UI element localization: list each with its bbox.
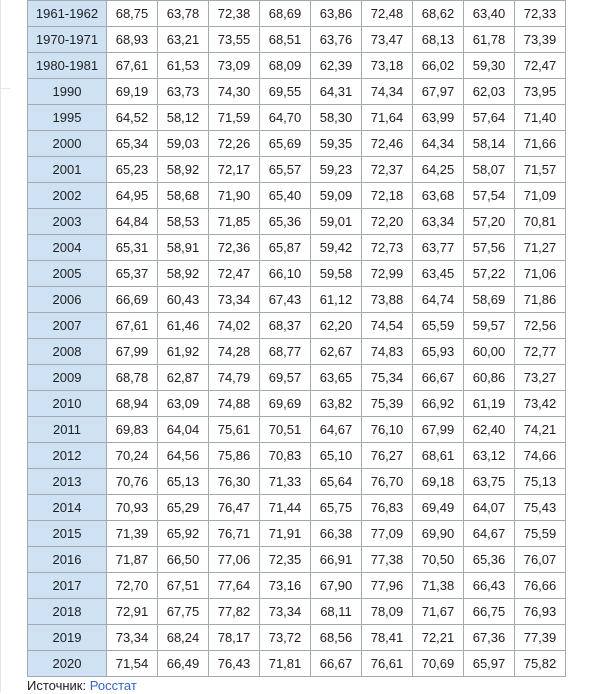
value-cell: 62,40	[464, 417, 515, 443]
value-cell: 64,56	[158, 443, 209, 469]
value-cell: 68,77	[260, 339, 311, 365]
value-cell: 73,09	[209, 53, 260, 79]
value-cell: 67,51	[158, 573, 209, 599]
year-cell: 2008	[28, 339, 107, 365]
year-cell: 1990	[28, 79, 107, 105]
table-body	[28, 1, 566, 677]
value-cell: 73,72	[260, 625, 311, 651]
value-cell: 75,39	[362, 391, 413, 417]
table-row	[28, 27, 566, 53]
value-cell: 70,50	[413, 547, 464, 573]
value-cell: 67,97	[413, 79, 464, 105]
value-cell: 62,67	[311, 339, 362, 365]
value-cell: 63,12	[464, 443, 515, 469]
value-cell: 71,27	[515, 235, 566, 261]
value-cell: 72,37	[362, 157, 413, 183]
value-cell: 76,61	[362, 651, 413, 677]
value-cell: 70,93	[107, 495, 158, 521]
year-cell: 2015	[28, 521, 107, 547]
value-cell: 64,34	[413, 131, 464, 157]
value-cell: 72,35	[260, 547, 311, 573]
table-row	[28, 53, 566, 79]
value-cell: 63,99	[413, 105, 464, 131]
value-cell: 72,21	[413, 625, 464, 651]
value-cell: 62,39	[311, 53, 362, 79]
value-cell: 61,12	[311, 287, 362, 313]
value-cell: 59,09	[311, 183, 362, 209]
value-cell: 58,69	[464, 287, 515, 313]
year-cell: 2006	[28, 287, 107, 313]
value-cell: 71,57	[515, 157, 566, 183]
value-cell: 72,17	[209, 157, 260, 183]
value-cell: 57,22	[464, 261, 515, 287]
value-cell: 59,57	[464, 313, 515, 339]
year-cell: 2009	[28, 365, 107, 391]
year-cell: 2014	[28, 495, 107, 521]
year-cell: 2018	[28, 599, 107, 625]
table-row	[28, 209, 566, 235]
value-cell: 65,10	[311, 443, 362, 469]
value-cell: 61,46	[158, 313, 209, 339]
table-row	[28, 131, 566, 157]
value-cell: 73,88	[362, 287, 413, 313]
year-cell: 2000	[28, 131, 107, 157]
value-cell: 76,83	[362, 495, 413, 521]
value-cell: 66,49	[158, 651, 209, 677]
year-cell: 2003	[28, 209, 107, 235]
value-cell: 76,93	[515, 599, 566, 625]
value-cell: 67,43	[260, 287, 311, 313]
value-cell: 63,78	[158, 1, 209, 27]
value-cell: 78,09	[362, 599, 413, 625]
value-cell: 64,25	[413, 157, 464, 183]
value-cell: 70,83	[260, 443, 311, 469]
year-cell: 1980-1981	[28, 53, 107, 79]
value-cell: 65,59	[413, 313, 464, 339]
value-cell: 58,92	[158, 261, 209, 287]
value-cell: 57,54	[464, 183, 515, 209]
value-cell: 72,99	[362, 261, 413, 287]
value-cell: 73,34	[107, 625, 158, 651]
value-cell: 73,55	[209, 27, 260, 53]
value-cell: 59,35	[311, 131, 362, 157]
year-cell: 2001	[28, 157, 107, 183]
value-cell: 65,69	[260, 131, 311, 157]
value-cell: 66,67	[311, 651, 362, 677]
value-cell: 75,34	[362, 365, 413, 391]
value-cell: 70,51	[260, 417, 311, 443]
value-cell: 71,66	[515, 131, 566, 157]
table-row	[28, 417, 566, 443]
table-row	[28, 547, 566, 573]
page-edge-mark	[0, 88, 10, 89]
value-cell: 62,03	[464, 79, 515, 105]
value-cell: 72,77	[515, 339, 566, 365]
value-cell: 67,36	[464, 625, 515, 651]
value-cell: 60,43	[158, 287, 209, 313]
value-cell: 63,65	[311, 365, 362, 391]
value-cell: 64,52	[107, 105, 158, 131]
table-row	[28, 625, 566, 651]
value-cell: 71,54	[107, 651, 158, 677]
value-cell: 78,41	[362, 625, 413, 651]
value-cell: 66,92	[413, 391, 464, 417]
value-cell: 76,10	[362, 417, 413, 443]
year-cell: 1995	[28, 105, 107, 131]
value-cell: 66,50	[158, 547, 209, 573]
value-cell: 67,99	[107, 339, 158, 365]
value-cell: 58,14	[464, 131, 515, 157]
value-cell: 71,86	[515, 287, 566, 313]
value-cell: 64,70	[260, 105, 311, 131]
value-cell: 61,92	[158, 339, 209, 365]
value-cell: 60,86	[464, 365, 515, 391]
value-cell: 76,07	[515, 547, 566, 573]
value-cell: 73,34	[260, 599, 311, 625]
value-cell: 58,68	[158, 183, 209, 209]
table-row	[28, 79, 566, 105]
value-cell: 72,47	[209, 261, 260, 287]
value-cell: 59,03	[158, 131, 209, 157]
value-cell: 74,83	[362, 339, 413, 365]
value-cell: 64,67	[311, 417, 362, 443]
value-cell: 72,18	[362, 183, 413, 209]
year-cell: 2012	[28, 443, 107, 469]
value-cell: 68,51	[260, 27, 311, 53]
value-cell: 77,38	[362, 547, 413, 573]
value-cell: 71,39	[107, 521, 158, 547]
value-cell: 76,30	[209, 469, 260, 495]
value-cell: 58,30	[311, 105, 362, 131]
value-cell: 62,87	[158, 365, 209, 391]
year-cell: 2013	[28, 469, 107, 495]
value-cell: 69,19	[107, 79, 158, 105]
value-cell: 63,09	[158, 391, 209, 417]
value-cell: 68,78	[107, 365, 158, 391]
value-cell: 64,07	[464, 495, 515, 521]
value-cell: 77,09	[362, 521, 413, 547]
value-cell: 65,87	[260, 235, 311, 261]
value-cell: 63,76	[311, 27, 362, 53]
value-cell: 72,73	[362, 235, 413, 261]
value-cell: 73,16	[260, 573, 311, 599]
value-cell: 64,84	[107, 209, 158, 235]
value-cell: 63,45	[413, 261, 464, 287]
value-cell: 71,81	[260, 651, 311, 677]
table-row	[28, 261, 566, 287]
value-cell: 72,91	[107, 599, 158, 625]
value-cell: 70,76	[107, 469, 158, 495]
value-cell: 72,48	[362, 1, 413, 27]
value-cell: 61,19	[464, 391, 515, 417]
value-cell: 59,23	[311, 157, 362, 183]
value-cell: 65,36	[260, 209, 311, 235]
year-cell: 2020	[28, 651, 107, 677]
value-cell: 71,06	[515, 261, 566, 287]
value-cell: 68,09	[260, 53, 311, 79]
table-row	[28, 235, 566, 261]
table-row	[28, 391, 566, 417]
value-cell: 63,34	[413, 209, 464, 235]
value-cell: 69,90	[413, 521, 464, 547]
value-cell: 65,92	[158, 521, 209, 547]
value-cell: 61,78	[464, 27, 515, 53]
table-row	[28, 105, 566, 131]
value-cell: 65,40	[260, 183, 311, 209]
table-row	[28, 157, 566, 183]
value-cell: 73,34	[209, 287, 260, 313]
value-cell: 65,75	[311, 495, 362, 521]
value-cell: 65,29	[158, 495, 209, 521]
value-cell: 70,69	[413, 651, 464, 677]
table-row	[28, 469, 566, 495]
value-cell: 73,95	[515, 79, 566, 105]
value-cell: 65,34	[107, 131, 158, 157]
value-cell: 58,53	[158, 209, 209, 235]
value-cell: 76,71	[209, 521, 260, 547]
value-cell: 72,46	[362, 131, 413, 157]
value-cell: 64,67	[464, 521, 515, 547]
value-cell: 67,99	[413, 417, 464, 443]
value-cell: 65,31	[107, 235, 158, 261]
value-cell: 78,17	[209, 625, 260, 651]
life-expectancy-table	[27, 0, 566, 677]
value-cell: 62,20	[311, 313, 362, 339]
value-cell: 74,21	[515, 417, 566, 443]
value-cell: 72,33	[515, 1, 566, 27]
value-cell: 58,91	[158, 235, 209, 261]
value-cell: 77,96	[362, 573, 413, 599]
value-cell: 73,42	[515, 391, 566, 417]
value-cell: 75,43	[515, 495, 566, 521]
year-cell: 2004	[28, 235, 107, 261]
value-cell: 71,90	[209, 183, 260, 209]
value-cell: 75,82	[515, 651, 566, 677]
value-cell: 67,61	[107, 313, 158, 339]
value-cell: 74,28	[209, 339, 260, 365]
value-cell: 65,57	[260, 157, 311, 183]
year-cell: 1970-1971	[28, 27, 107, 53]
value-cell: 68,75	[107, 1, 158, 27]
value-cell: 73,18	[362, 53, 413, 79]
value-cell: 76,47	[209, 495, 260, 521]
value-cell: 72,20	[362, 209, 413, 235]
table-row	[28, 521, 566, 547]
value-cell: 69,18	[413, 469, 464, 495]
value-cell: 73,27	[515, 365, 566, 391]
year-cell: 2005	[28, 261, 107, 287]
value-cell: 63,40	[464, 1, 515, 27]
value-cell: 65,64	[311, 469, 362, 495]
value-cell: 73,47	[362, 27, 413, 53]
value-cell: 57,20	[464, 209, 515, 235]
value-cell: 69,57	[260, 365, 311, 391]
value-cell: 63,77	[413, 235, 464, 261]
year-cell: 2002	[28, 183, 107, 209]
value-cell: 75,61	[209, 417, 260, 443]
value-cell: 63,68	[413, 183, 464, 209]
value-cell: 58,12	[158, 105, 209, 131]
value-cell: 72,47	[515, 53, 566, 79]
table-row	[28, 183, 566, 209]
value-cell: 74,30	[209, 79, 260, 105]
value-cell: 68,94	[107, 391, 158, 417]
source-label: Источник:	[27, 678, 87, 693]
value-cell: 72,56	[515, 313, 566, 339]
value-cell: 71,64	[362, 105, 413, 131]
value-cell: 68,37	[260, 313, 311, 339]
value-cell: 64,04	[158, 417, 209, 443]
value-cell: 70,81	[515, 209, 566, 235]
table-row	[28, 287, 566, 313]
table-row	[28, 599, 566, 625]
year-cell: 1961-1962	[28, 1, 107, 27]
value-cell: 58,07	[464, 157, 515, 183]
table-row	[28, 573, 566, 599]
value-cell: 71,38	[413, 573, 464, 599]
value-cell: 60,00	[464, 339, 515, 365]
value-cell: 68,13	[413, 27, 464, 53]
source-link[interactable]: Росстат	[89, 678, 137, 693]
value-cell: 65,93	[413, 339, 464, 365]
value-cell: 71,91	[260, 521, 311, 547]
value-cell: 64,95	[107, 183, 158, 209]
value-cell: 72,36	[209, 235, 260, 261]
table-row	[28, 365, 566, 391]
value-cell: 70,24	[107, 443, 158, 469]
value-cell: 75,13	[515, 469, 566, 495]
value-cell: 72,26	[209, 131, 260, 157]
value-cell: 66,75	[464, 599, 515, 625]
value-cell: 63,75	[464, 469, 515, 495]
value-cell: 64,31	[311, 79, 362, 105]
value-cell: 69,83	[107, 417, 158, 443]
value-cell: 68,93	[107, 27, 158, 53]
value-cell: 68,62	[413, 1, 464, 27]
value-cell: 65,36	[464, 547, 515, 573]
value-cell: 67,90	[311, 573, 362, 599]
value-cell: 71,09	[515, 183, 566, 209]
value-cell: 58,92	[158, 157, 209, 183]
value-cell: 77,06	[209, 547, 260, 573]
value-cell: 71,33	[260, 469, 311, 495]
value-cell: 66,38	[311, 521, 362, 547]
year-cell: 2011	[28, 417, 107, 443]
value-cell: 65,13	[158, 469, 209, 495]
value-cell: 59,01	[311, 209, 362, 235]
value-cell: 69,49	[413, 495, 464, 521]
value-cell: 77,82	[209, 599, 260, 625]
value-cell: 66,43	[464, 573, 515, 599]
table-row	[28, 651, 566, 677]
value-cell: 66,69	[107, 287, 158, 313]
value-cell: 74,79	[209, 365, 260, 391]
value-cell: 68,24	[158, 625, 209, 651]
value-cell: 66,10	[260, 261, 311, 287]
value-cell: 57,64	[464, 105, 515, 131]
value-cell: 61,53	[158, 53, 209, 79]
value-cell: 74,02	[209, 313, 260, 339]
value-cell: 73,39	[515, 27, 566, 53]
value-cell: 63,21	[158, 27, 209, 53]
value-cell: 63,86	[311, 1, 362, 27]
year-cell: 2010	[28, 391, 107, 417]
value-cell: 74,54	[362, 313, 413, 339]
table-row	[28, 443, 566, 469]
value-cell: 68,56	[311, 625, 362, 651]
value-cell: 77,64	[209, 573, 260, 599]
value-cell: 68,61	[413, 443, 464, 469]
value-cell: 74,88	[209, 391, 260, 417]
year-cell: 2019	[28, 625, 107, 651]
value-cell: 64,74	[413, 287, 464, 313]
value-cell: 71,67	[413, 599, 464, 625]
table-row	[28, 339, 566, 365]
page-left-border	[0, 0, 1, 692]
value-cell: 57,56	[464, 235, 515, 261]
table-row	[28, 1, 566, 27]
value-cell: 76,43	[209, 651, 260, 677]
value-cell: 66,67	[413, 365, 464, 391]
value-cell: 72,70	[107, 573, 158, 599]
value-cell: 67,75	[158, 599, 209, 625]
year-cell: 2016	[28, 547, 107, 573]
value-cell: 76,70	[362, 469, 413, 495]
value-cell: 68,11	[311, 599, 362, 625]
value-cell: 65,37	[107, 261, 158, 287]
value-cell: 71,85	[209, 209, 260, 235]
value-cell: 71,87	[107, 547, 158, 573]
value-cell: 66,91	[311, 547, 362, 573]
value-cell: 68,69	[260, 1, 311, 27]
value-cell: 65,23	[107, 157, 158, 183]
value-cell: 59,58	[311, 261, 362, 287]
year-cell: 2007	[28, 313, 107, 339]
value-cell: 75,86	[209, 443, 260, 469]
value-cell: 77,39	[515, 625, 566, 651]
value-cell: 69,55	[260, 79, 311, 105]
value-cell: 72,38	[209, 1, 260, 27]
value-cell: 63,82	[311, 391, 362, 417]
value-cell: 71,59	[209, 105, 260, 131]
value-cell: 69,69	[260, 391, 311, 417]
value-cell: 71,44	[260, 495, 311, 521]
table-row	[28, 495, 566, 521]
value-cell: 59,42	[311, 235, 362, 261]
value-cell: 66,02	[413, 53, 464, 79]
value-cell: 67,61	[107, 53, 158, 79]
value-cell: 71,40	[515, 105, 566, 131]
value-cell: 59,30	[464, 53, 515, 79]
value-cell: 65,97	[464, 651, 515, 677]
value-cell: 76,27	[362, 443, 413, 469]
value-cell: 75,59	[515, 521, 566, 547]
value-cell: 74,34	[362, 79, 413, 105]
value-cell: 63,73	[158, 79, 209, 105]
value-cell: 74,66	[515, 443, 566, 469]
value-cell: 76,66	[515, 573, 566, 599]
year-cell: 2017	[28, 573, 107, 599]
table-row	[28, 313, 566, 339]
